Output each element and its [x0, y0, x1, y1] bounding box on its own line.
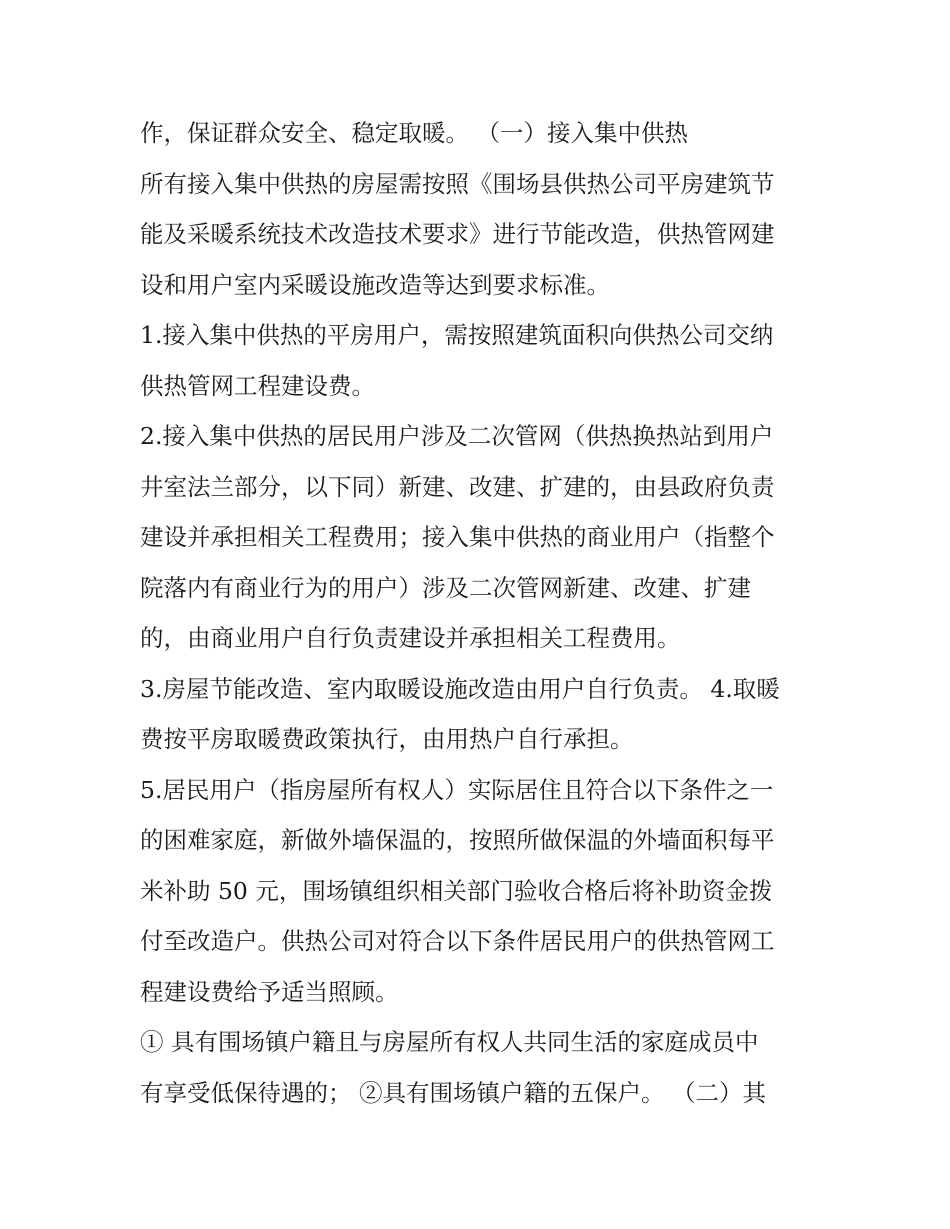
text-line: 作，保证群众安全、稳定取暖。 （一）接入集中供热 — [140, 119, 688, 147]
text-line: 有享受低保待遇的； ②具有围场镇户籍的五保户。 （二）其 — [140, 1078, 766, 1107]
text-line: 供热管网工程建设费。 — [140, 371, 375, 400]
text-line: 费按平房取暖费政策执行，由用热户自行承担。 — [140, 725, 634, 753]
text-line: 所有接入集中供热的房屋需按照《围场县供热公司平房建筑节 — [140, 169, 775, 198]
text-line: ① 具有围场镇户籍且与房屋所有权人共同生活的家庭成员中 — [140, 1028, 759, 1056]
text-line: 程建设费给予适当照顾。 — [140, 977, 399, 1006]
text-line: 2.接入集中供热的居民用户涉及二次管网（供热换热站到用户 — [140, 422, 774, 450]
text-line: 3.房屋节能改造、室内取暖设施改造由用户自行负责。 4.取暖 — [140, 674, 780, 703]
text-line: 的困难家庭，新做外墙保温的，按照所做保温的外墙面积每平 — [140, 826, 775, 854]
text-line: 能及采暖系统技术改造技术要求》进行节能改造，供热管网建 — [140, 220, 775, 248]
document-body — [140, 108, 830, 1118]
text-line: 设和用户室内采暖设施改造等达到要求标准。 — [140, 270, 610, 299]
text-line: 院落内有商业行为的用户）涉及二次管网新建、改建、扩建 — [140, 573, 751, 602]
text-line: 付至改造户。供热公司对符合以下条件居民用户的供热管网工 — [140, 927, 775, 955]
text-line: 建设并承担相关工程费用；接入集中供热的商业用户（指整个 — [140, 523, 775, 551]
text-line: 的，由商业用户自行负责建设并承担相关工程费用。 — [140, 624, 681, 652]
text-line: 1.接入集中供热的平房用户，需按照建筑面积向供热公司交纳 — [140, 321, 774, 349]
text-line: 5.居民用户（指房屋所有权人）实际居住且符合以下条件之一 — [140, 775, 774, 804]
text-line: 米补助 50 元，围场镇组织相关部门验收合格后将补助资金拨 — [140, 876, 773, 905]
text-line: 井室法兰部分，以下同）新建、改建、扩建的，由县政府负责 — [140, 472, 775, 501]
